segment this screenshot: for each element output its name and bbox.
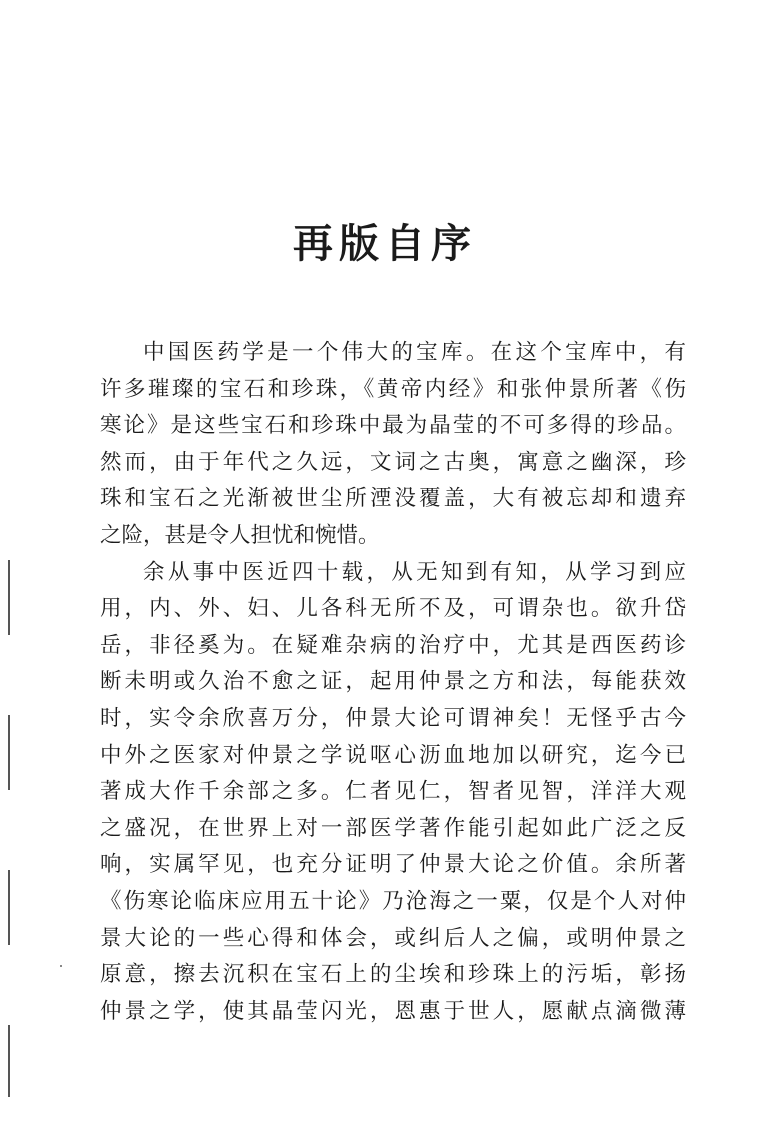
text-line: 余从事中医近四十载，从无知到有知，从学习到应 [143,559,686,585]
text-line: 寒论》是这些宝石和珍珠中最为晶莹的不可多得的珍品。 [100,413,686,439]
scan-margin-mark [8,1025,10,1097]
scan-margin-mark [8,560,10,635]
text-line: 景大论的一些心得和体会，或纠后人之偏，或明仲景之 [100,925,686,951]
preface-body [100,335,686,1030]
text-line: 之盛况，在世界上对一部医学著作能引起如此广泛之反 [100,815,686,841]
text-line: 《伤寒论临床应用五十论》乃沧海之一粟，仅是个人对仲 [100,888,686,914]
page-title: 再版自序 [293,220,477,267]
text-line: 著成大作千余部之多。仁者见仁，智者见智，洋洋大观 [100,779,686,805]
text-line: 原意，擦去沉积在宝石上的尘埃和珍珠上的污垢，彰扬 [100,962,686,988]
text-line: 响，实属罕见，也充分证明了仲景大论之价值。余所著 [100,852,686,878]
text-line: 之险，甚是令人担忧和惋惜。 [100,522,380,548]
text-line: 用，内、外、妇、儿各科无所不及，可谓杂也。欲升岱 [100,596,686,622]
scan-margin-mark [8,715,10,790]
text-line: 中外之医家对仲景之学说呕心沥血地加以研究，迄今已 [100,742,686,768]
scan-margin-mark [8,870,10,945]
text-line: 中国医药学是一个伟大的宝库。在这个宝库中，有 [143,340,686,365]
text-line: 仲景之学，使其晶莹闪光，恩惠于世人，愿献点滴微薄 [100,998,686,1024]
text-line: 时，实令余欣喜万分，仲景大论可谓神矣！无怪乎古今 [100,705,686,731]
text-line: 许多璀璨的宝石和珍珠，《黄帝内经》和张仲景所著《伤 [100,376,686,402]
text-line: 岳，非径奚为。在疑难杂病的治疗中，尤其是西医药诊 [100,632,686,658]
scan-speck [60,965,62,967]
text-line: 珠和宝石之光渐被世尘所湮没覆盖，大有被忘却和遗弃 [100,486,686,512]
text-line: 断未明或久治不愈之证，起用仲景之方和法，每能获效 [100,669,686,695]
text-line: 然而，由于年代之久远，文词之古奥，寓意之幽深，珍 [100,449,686,475]
